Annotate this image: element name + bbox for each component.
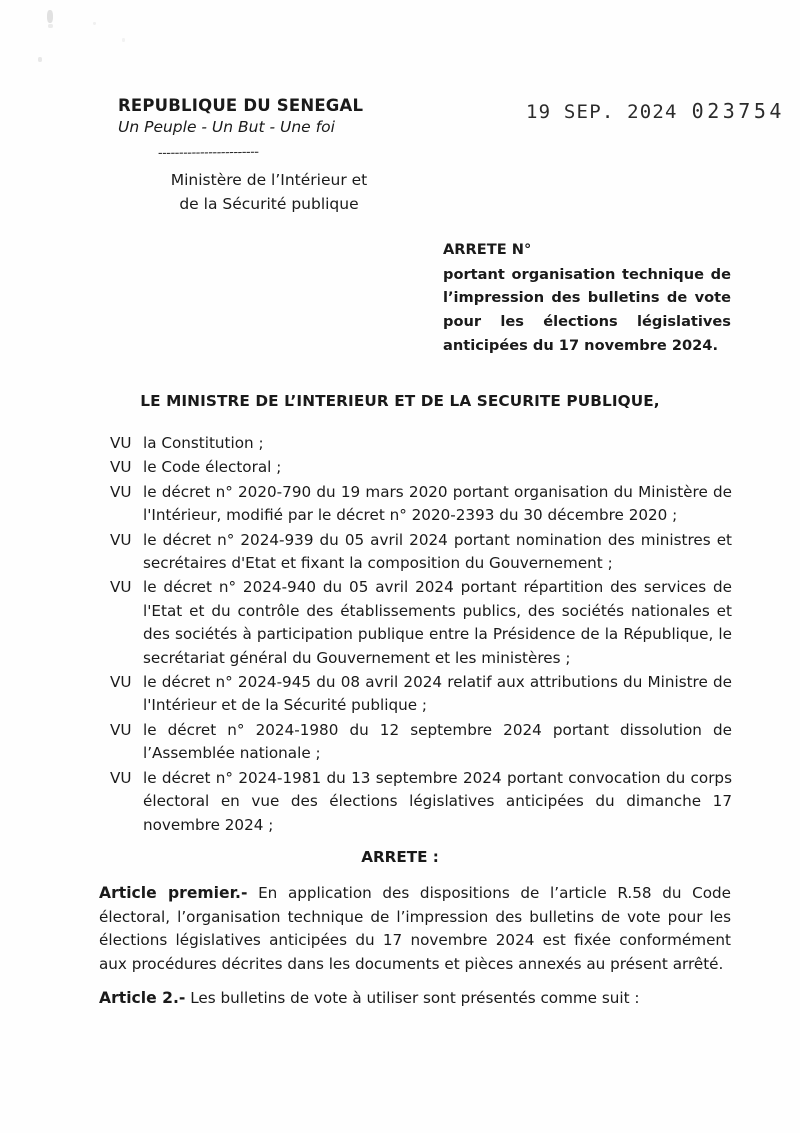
article-premier [99,881,731,977]
vu-clause-list [110,432,732,838]
article-text: Les bulletins de vote à utiliser sont présentés comme suit : [185,989,640,1007]
national-motto: Un Peuple - Un But - Une foi [118,118,335,136]
vu-label: VU [110,578,132,597]
vu-label: VU [110,530,132,549]
stamp-date: 19 SEP. 2024 [526,101,678,123]
vu-label: VU [110,458,132,477]
letterhead [118,96,448,216]
vu-label: VU [110,720,132,739]
arrete-number-heading: ARRETE N° [443,241,532,258]
scan-speckle [47,10,53,23]
vu-text: le décret n° 2024-940 du 05 avril 2024 portant répartition des services de l'Etat et du contrôle des établissements publics, des sociétés nationales et des sociétés à participation publique entre la Présidence de la République, le secrétariat général du Gouvernement et les ministères ; [143,578,732,667]
date-stamp [526,99,785,123]
arrete-title-block [443,238,731,357]
vu-clause [110,432,732,455]
vu-clause [110,481,732,528]
scan-speckle [93,22,96,25]
minister-heading: LE MINISTRE DE L’INTERIEUR ET DE LA SECURITE PUBLIQUE, [140,392,660,410]
vu-clause [110,529,732,576]
vu-label: VU [110,768,132,787]
vu-clause [110,576,732,670]
vu-label: VU [110,482,132,501]
arrete-keyword: ARRETE : [361,848,439,866]
vu-clause [110,767,732,837]
header-separator: ------------------------ [157,144,259,162]
vu-clause [110,719,732,766]
article-label: Article 2.- [99,989,186,1007]
vu-text: le Code électoral ; [143,458,282,477]
vu-label: VU [110,673,132,692]
vu-text: le décret n° 2024-1981 du 13 septembre 2024 portant convocation du corps électoral en vue des élections législatives anticipées du dimanche 17 novembre 2024 ; [143,768,732,834]
vu-text: la Constitution ; [143,434,264,452]
vu-clause [110,671,732,718]
article-text: En application des dispositions de l’article R.58 du Code électoral, l’organisation technique de l’impression des bulletins de vote pour les élections législatives anticipées du 17 novembre 2024 est fixée conformément aux procédures décrites dans les documents et pièces annexés au présent arrêté. [99,884,731,974]
vu-label: VU [110,434,132,452]
arrete-subject: portant organisation technique de l’impression des bulletins de vote pour les élections législatives anticipées du 17 novembre 2024. [443,265,731,354]
article-label: Article premier.- [99,884,248,902]
vu-text: le décret n° 2024-939 du 05 avril 2024 portant nomination des ministres et secrétaires d'Etat et fixant la composition du Gouvernement ; [143,530,732,573]
republic-title: REPUBLIQUE DU SENEGAL [118,96,364,115]
vu-text: le décret n° 2020-790 du 19 mars 2020 portant organisation du Ministère de l'Intérieur, modifié par le décret n° 2020-2393 du 30 décembre 2020 ; [143,482,732,525]
scan-speckle [122,38,125,42]
vu-text: le décret n° 2024-945 du 08 avril 2024 relatif aux attributions du Ministre de l'Intérieur et de la Sécurité publique ; [143,673,732,715]
vu-text: le décret n° 2024-1980 du 12 septembre 2024 portant dissolution de l’Assemblée nationale ; [143,720,732,763]
stamp-serial-number: 023754 [691,99,785,123]
article-2 [99,986,731,1011]
ministry-line-1: Ministère de l’Intérieur et [170,171,368,189]
ministry-line-2: de la Sécurité publique [179,195,359,214]
scan-speckle [48,24,53,28]
vu-clause [110,456,732,479]
scan-speckle [38,57,42,62]
ministry-name [124,168,414,216]
